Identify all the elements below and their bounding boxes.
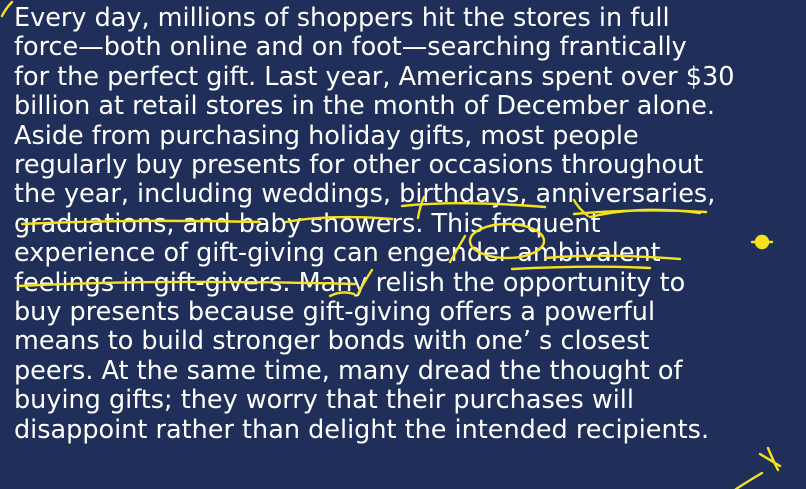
passage-line-10: feelings in gift-givers. Many relish the opportunity to xyxy=(14,267,686,298)
passage-line-7: the year, including weddings, birthdays, anniversaries, xyxy=(14,179,716,210)
ink-strike-recipients xyxy=(760,454,780,466)
passage-line-6: regularly buy presents for other occasions throughout xyxy=(14,150,704,181)
passage-line-8: graduations, and baby showers. This frequent xyxy=(14,208,601,239)
passage-line-5: Aside from purchasing holiday gifts, most people xyxy=(14,120,639,151)
passage-line-15: disappoint rather than delight the intended recipients. xyxy=(14,414,710,445)
passage-line-4: billion at retail stores in the month of December alone. xyxy=(14,91,715,122)
passage-line-12: means to build stronger bonds with one’ s closest xyxy=(14,326,650,357)
passage-line-13: peers. At the same time, many dread the thought of xyxy=(14,355,683,386)
ink-strike-recipients-2 xyxy=(768,448,778,470)
ink-corner-stroke xyxy=(2,2,12,16)
passage-line-11: buy presents because gift-giving offers a powerful xyxy=(14,297,656,328)
passage-line-14: buying gifts; they worry that their purchases will xyxy=(14,385,634,416)
passage-line-3: for the perfect gift. Last year, Americans spent over $30 xyxy=(14,61,735,92)
passage-line-2: force—both online and on foot—searching frantically xyxy=(14,32,687,63)
passage-text xyxy=(14,4,806,445)
passage-line-1: Every day, millions of shoppers hit the stores in full xyxy=(14,3,670,33)
ink-bottom-mark xyxy=(736,473,762,489)
passage-line-9: experience of gift-giving can engender ambivalent xyxy=(14,238,661,269)
